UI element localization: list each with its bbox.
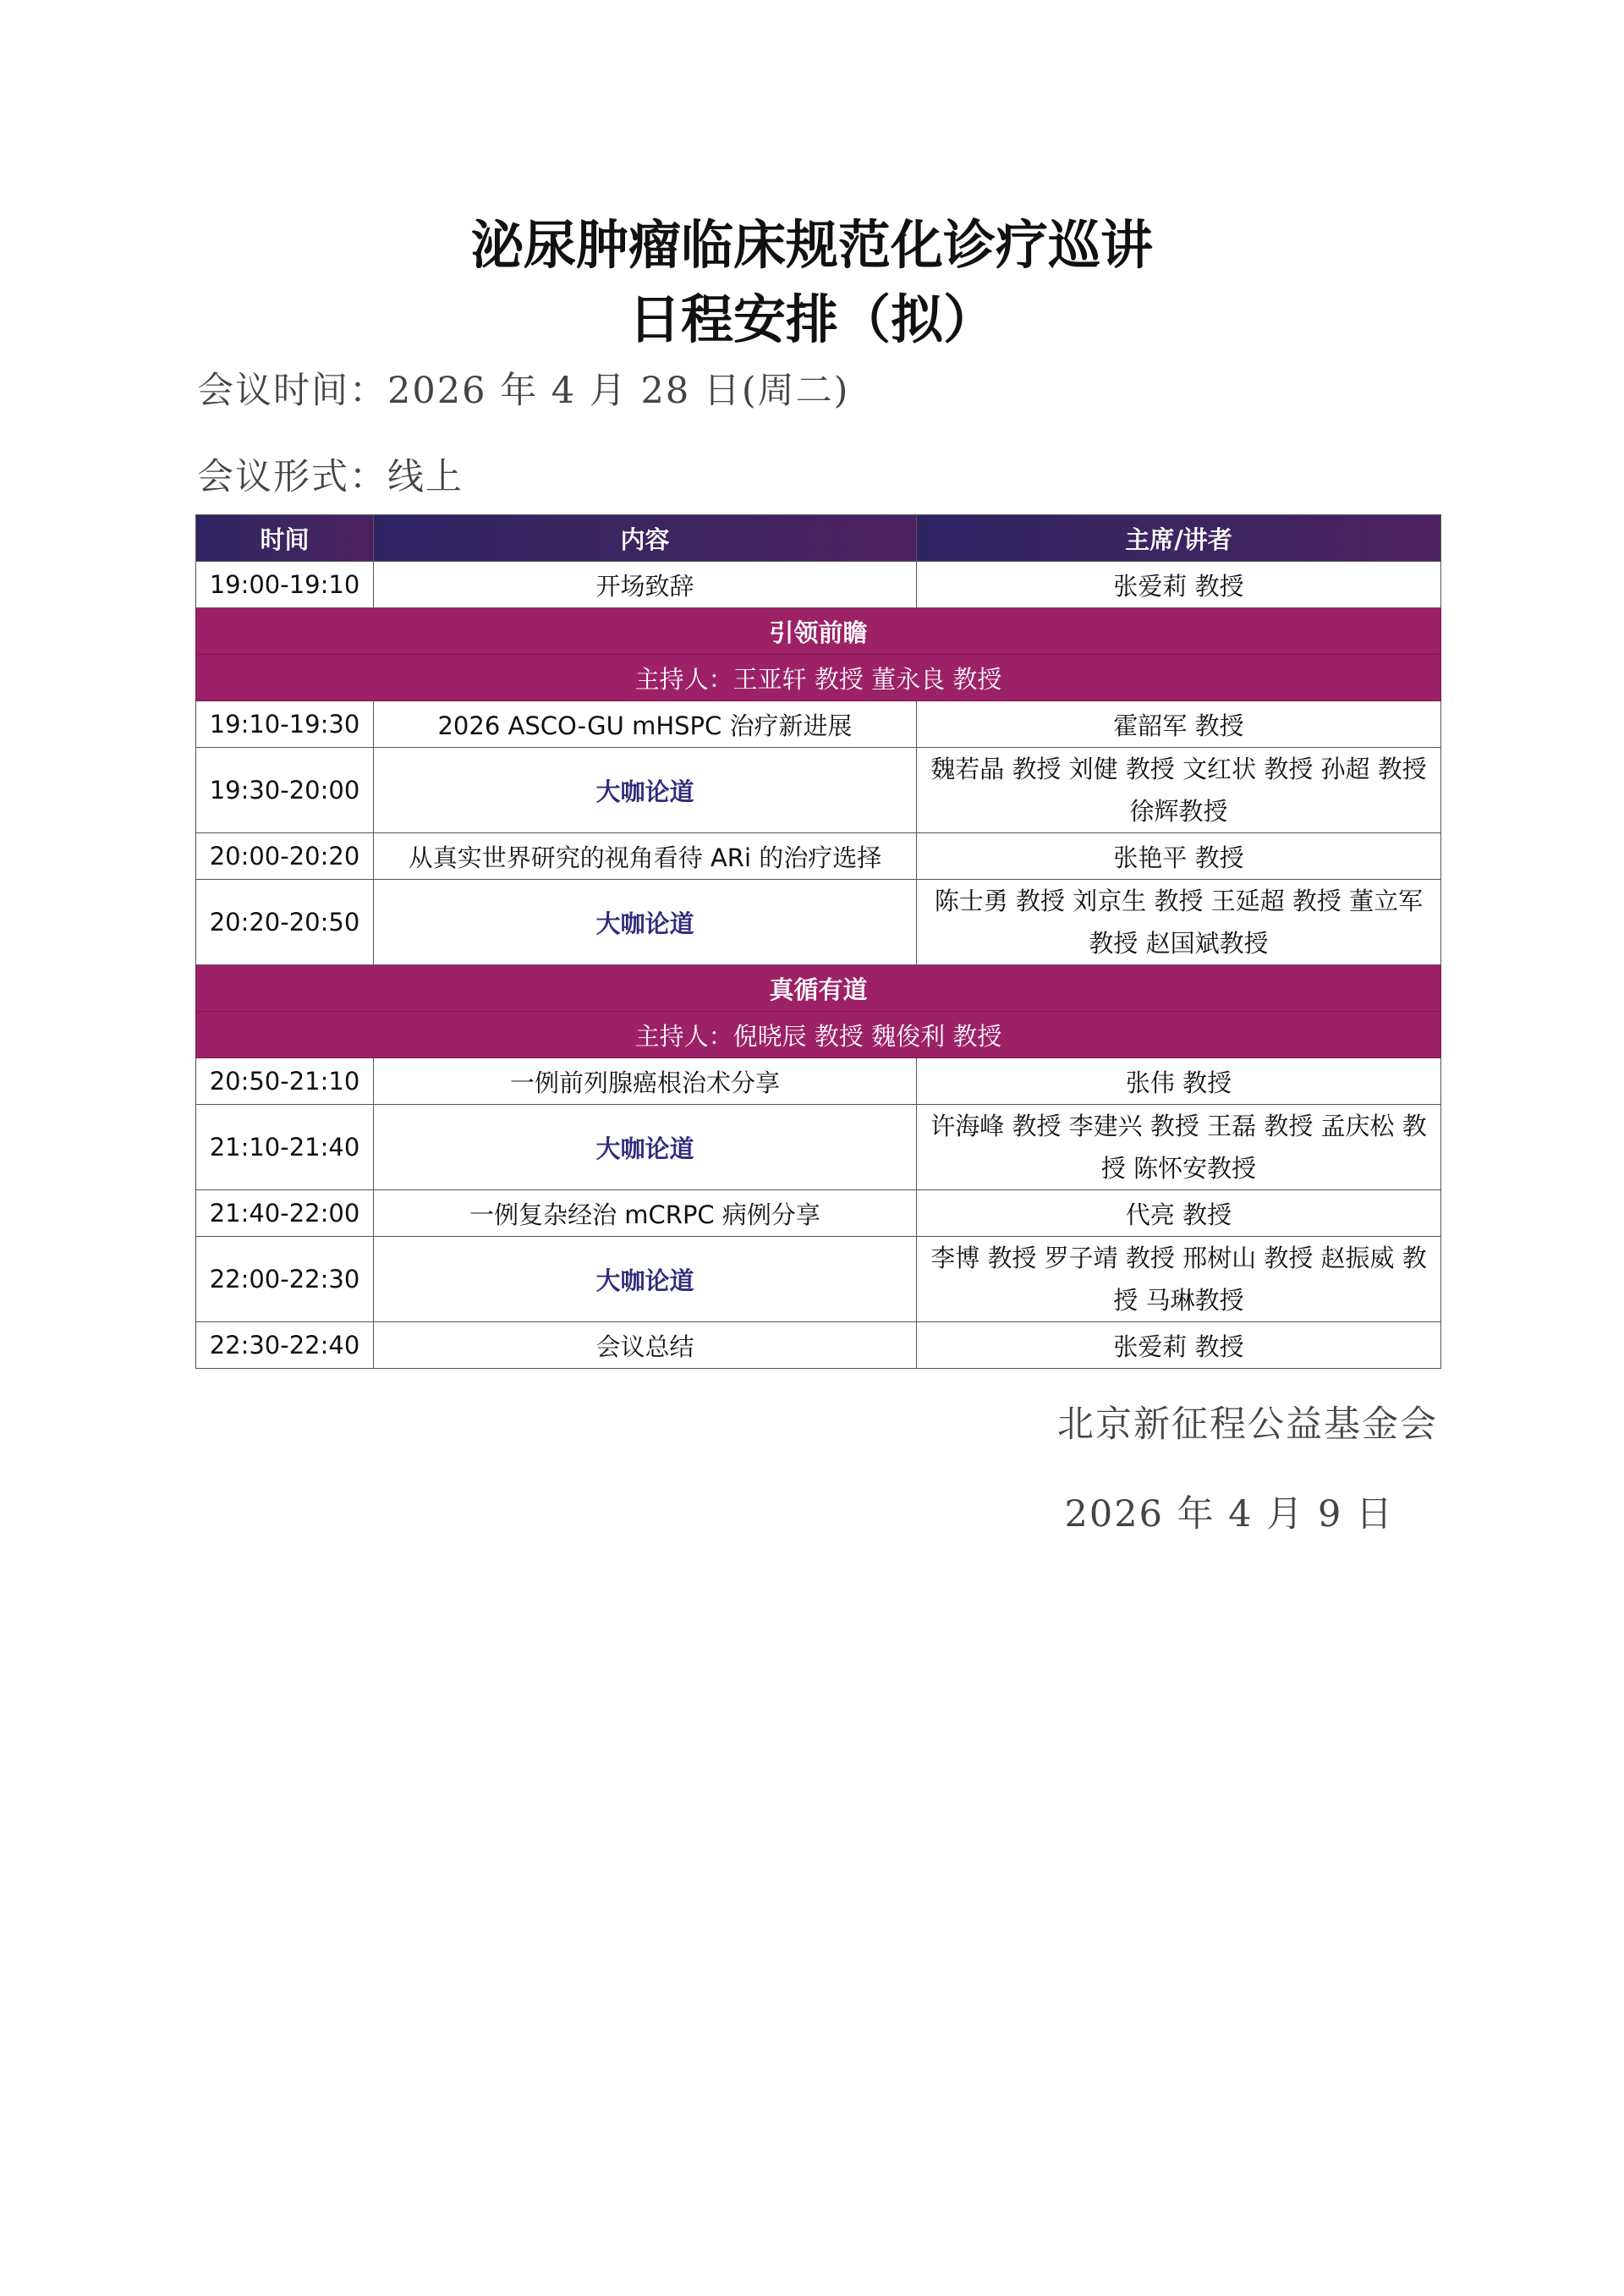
- content-cell: 一例复杂经治 mCRPC 病例分享: [374, 1190, 917, 1237]
- time-cell: 20:50-21:10: [196, 1058, 374, 1105]
- time-cell: 20:00-20:20: [196, 833, 374, 880]
- content-cell: 一例前列腺癌根治术分享: [374, 1058, 917, 1105]
- time-cell: 19:30-20:00: [196, 748, 374, 833]
- content-cell: 大咖论道: [374, 880, 917, 965]
- speaker-cell: 许海峰 教授 李建兴 教授 王磊 教授 孟庆松 教授 陈怀安教授: [917, 1105, 1441, 1190]
- content-cell: 从真实世界研究的视角看待 ARi 的治疗选择: [374, 833, 917, 880]
- section-row: [196, 608, 1441, 655]
- speaker-cell: 霍韶军 教授: [917, 701, 1441, 748]
- speaker-cell: 张伟 教授: [917, 1058, 1441, 1105]
- time-cell: 19:10-19:30: [196, 701, 374, 748]
- table-row: [196, 562, 1441, 608]
- content-cell: 大咖论道: [374, 1105, 917, 1190]
- header-time: 时间: [196, 515, 374, 562]
- section-row: [196, 965, 1441, 1012]
- table-row: [196, 1105, 1441, 1190]
- table-row: [196, 1190, 1441, 1237]
- footer-date: 2026 年 4 月 9 日: [1064, 1493, 1394, 1535]
- content-cell: 开场致辞: [374, 562, 917, 608]
- host-row: [196, 655, 1441, 701]
- time-cell: 22:30-22:40: [196, 1322, 374, 1369]
- schedule-table: [195, 514, 1441, 1369]
- speaker-cell: 张爱莉 教授: [917, 562, 1441, 608]
- table-header-row: [196, 515, 1441, 562]
- header-content: 内容: [374, 515, 917, 562]
- host-text: 主持人：王亚轩 教授 董永良 教授: [196, 655, 1441, 701]
- speaker-cell: 陈士勇 教授 刘京生 教授 王延超 教授 董立军 教授 赵国斌教授: [917, 880, 1441, 965]
- time-cell: 22:00-22:30: [196, 1237, 374, 1322]
- content-cell: 2026 ASCO-GU mHSPC 治疗新进展: [374, 701, 917, 748]
- speaker-cell: 代亮 教授: [917, 1190, 1441, 1237]
- time-cell: 20:20-20:50: [196, 880, 374, 965]
- content-cell: 会议总结: [374, 1322, 917, 1369]
- section-title: 引领前瞻: [196, 608, 1441, 655]
- page-subtitle: 日程安排（拟）: [628, 288, 996, 350]
- host-row: [196, 1012, 1441, 1058]
- page-title: 泌尿肿瘤临床规范化诊疗巡讲: [470, 214, 1153, 276]
- table-row: [196, 1058, 1441, 1105]
- table-row: [196, 833, 1441, 880]
- header-speaker: 主席/讲者: [917, 515, 1441, 562]
- time-cell: 21:40-22:00: [196, 1190, 374, 1237]
- table-row: [196, 880, 1441, 965]
- meeting-date: 会议时间：2026 年 4 月 28 日(周二): [197, 370, 850, 412]
- schedule-body: [196, 562, 1441, 1369]
- speaker-cell: 张爱莉 教授: [917, 1322, 1441, 1369]
- table-row: [196, 701, 1441, 748]
- section-title: 真循有道: [196, 965, 1441, 1012]
- footer-organization: 北京新征程公益基金会: [1057, 1403, 1438, 1446]
- table-row: [196, 748, 1441, 833]
- table-row: [196, 1322, 1441, 1369]
- speaker-cell: 魏若晶 教授 刘健 教授 文红状 教授 孙超 教授 徐辉教授: [917, 748, 1441, 833]
- table-row: [196, 1237, 1441, 1322]
- meeting-format: 会议形式：线上: [197, 456, 464, 498]
- host-text: 主持人：倪晓辰 教授 魏俊利 教授: [196, 1012, 1441, 1058]
- speaker-cell: 张艳平 教授: [917, 833, 1441, 880]
- content-cell: 大咖论道: [374, 1237, 917, 1322]
- time-cell: 19:00-19:10: [196, 562, 374, 608]
- time-cell: 21:10-21:40: [196, 1105, 374, 1190]
- speaker-cell: 李博 教授 罗子靖 教授 邢树山 教授 赵振威 教授 马琳教授: [917, 1237, 1441, 1322]
- content-cell: 大咖论道: [374, 748, 917, 833]
